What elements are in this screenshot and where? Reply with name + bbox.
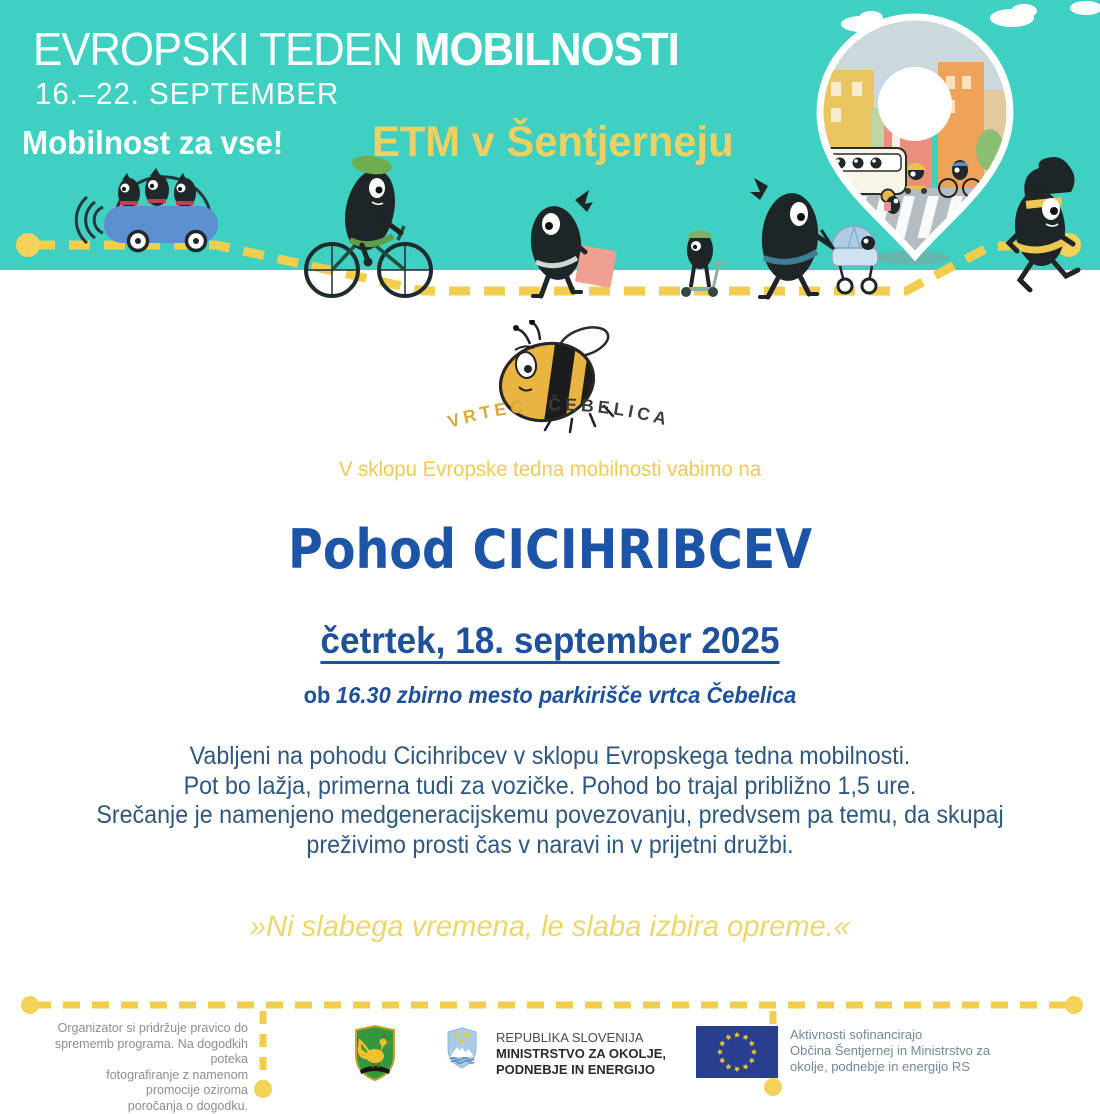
- body-line: Srečanje je namenjeno medgeneracijskemu povezovanju, predvsem pa temu, da skupaj: [39, 801, 1062, 831]
- logo-text-vrtec: VRTEC: [445, 396, 528, 432]
- cofinance-text: [790, 1027, 990, 1075]
- disclaimer-line: Organizator si pridržuje pravico do: [52, 1021, 248, 1037]
- cofinance-line: Aktivnosti sofinancirajo: [790, 1027, 990, 1043]
- header-date-range: 16.–22. SEPTEMBER: [35, 76, 339, 112]
- body-line: Pot bo lažja, primerna tudi za vozičke. Pohod bo trajal približno 1,5 ure.: [39, 772, 1062, 802]
- intro-line: V sklopu Evropske tedna mobilnosti vabimo na: [17, 458, 1084, 482]
- disclaimer-line: sprememb programa. Na dogodkih poteka: [52, 1037, 248, 1068]
- slovenia-coat-of-arms: [446, 1027, 478, 1069]
- ministry-text: [496, 1030, 666, 1079]
- disclaimer-line: fotografiranje z namenom promocije oziroma: [52, 1068, 248, 1099]
- cofinance-line: okolje, podnebje in energijo RS: [790, 1059, 990, 1075]
- meeting-prefix: ob: [304, 682, 331, 708]
- eu-flag: [696, 1026, 778, 1078]
- cofinance-line: Občina Šentjernej in Ministrstvo za: [790, 1043, 990, 1059]
- header-title-bold: MOBILNOSTI: [414, 23, 679, 75]
- meeting-details: 16.30 zbirno mesto parkirišče vrtca Čebelica: [336, 682, 796, 708]
- body-paragraph: [39, 742, 1062, 860]
- body-line: preživimo prosti čas v naravi in v prijetni družbi.: [39, 831, 1062, 861]
- logo-text-cebelica: ČEBELICA: [548, 393, 672, 429]
- quote-line: »Ni slabega vremena, le slaba izbira opreme.«: [17, 910, 1084, 944]
- disclaimer-text: [52, 1021, 248, 1114]
- logo-text: [445, 393, 672, 431]
- event-date: [28, 620, 1073, 662]
- header-title-regular: EVROPSKI TEDEN: [33, 23, 403, 75]
- body-line: Vabljeni na pohodu Cicihribcev v sklopu Evropskega tedna mobilnosti.: [39, 742, 1062, 772]
- header-title: [33, 22, 679, 76]
- header-tagline: Mobilnost za vse!: [22, 124, 283, 162]
- sentjernej-coat-of-arms: [354, 1025, 396, 1081]
- header-local-title: ETM v Šentjerneju: [372, 118, 734, 167]
- ministry-line: REPUBLIKA SLOVENIJA: [496, 1030, 666, 1046]
- event-date-text: četrtek, 18. september 2025: [320, 620, 779, 661]
- event-title: Pohod CICIHRIBCEV: [66, 518, 1034, 581]
- ministry-line: MINISTRSTVO ZA OKOLJE,: [496, 1046, 666, 1062]
- bee-logo: [432, 320, 672, 444]
- meeting-info: [28, 682, 1073, 709]
- ministry-line: PODNEBJE IN ENERGIJO: [496, 1062, 666, 1078]
- disclaimer-line: poročanja o dogodku.: [52, 1099, 248, 1114]
